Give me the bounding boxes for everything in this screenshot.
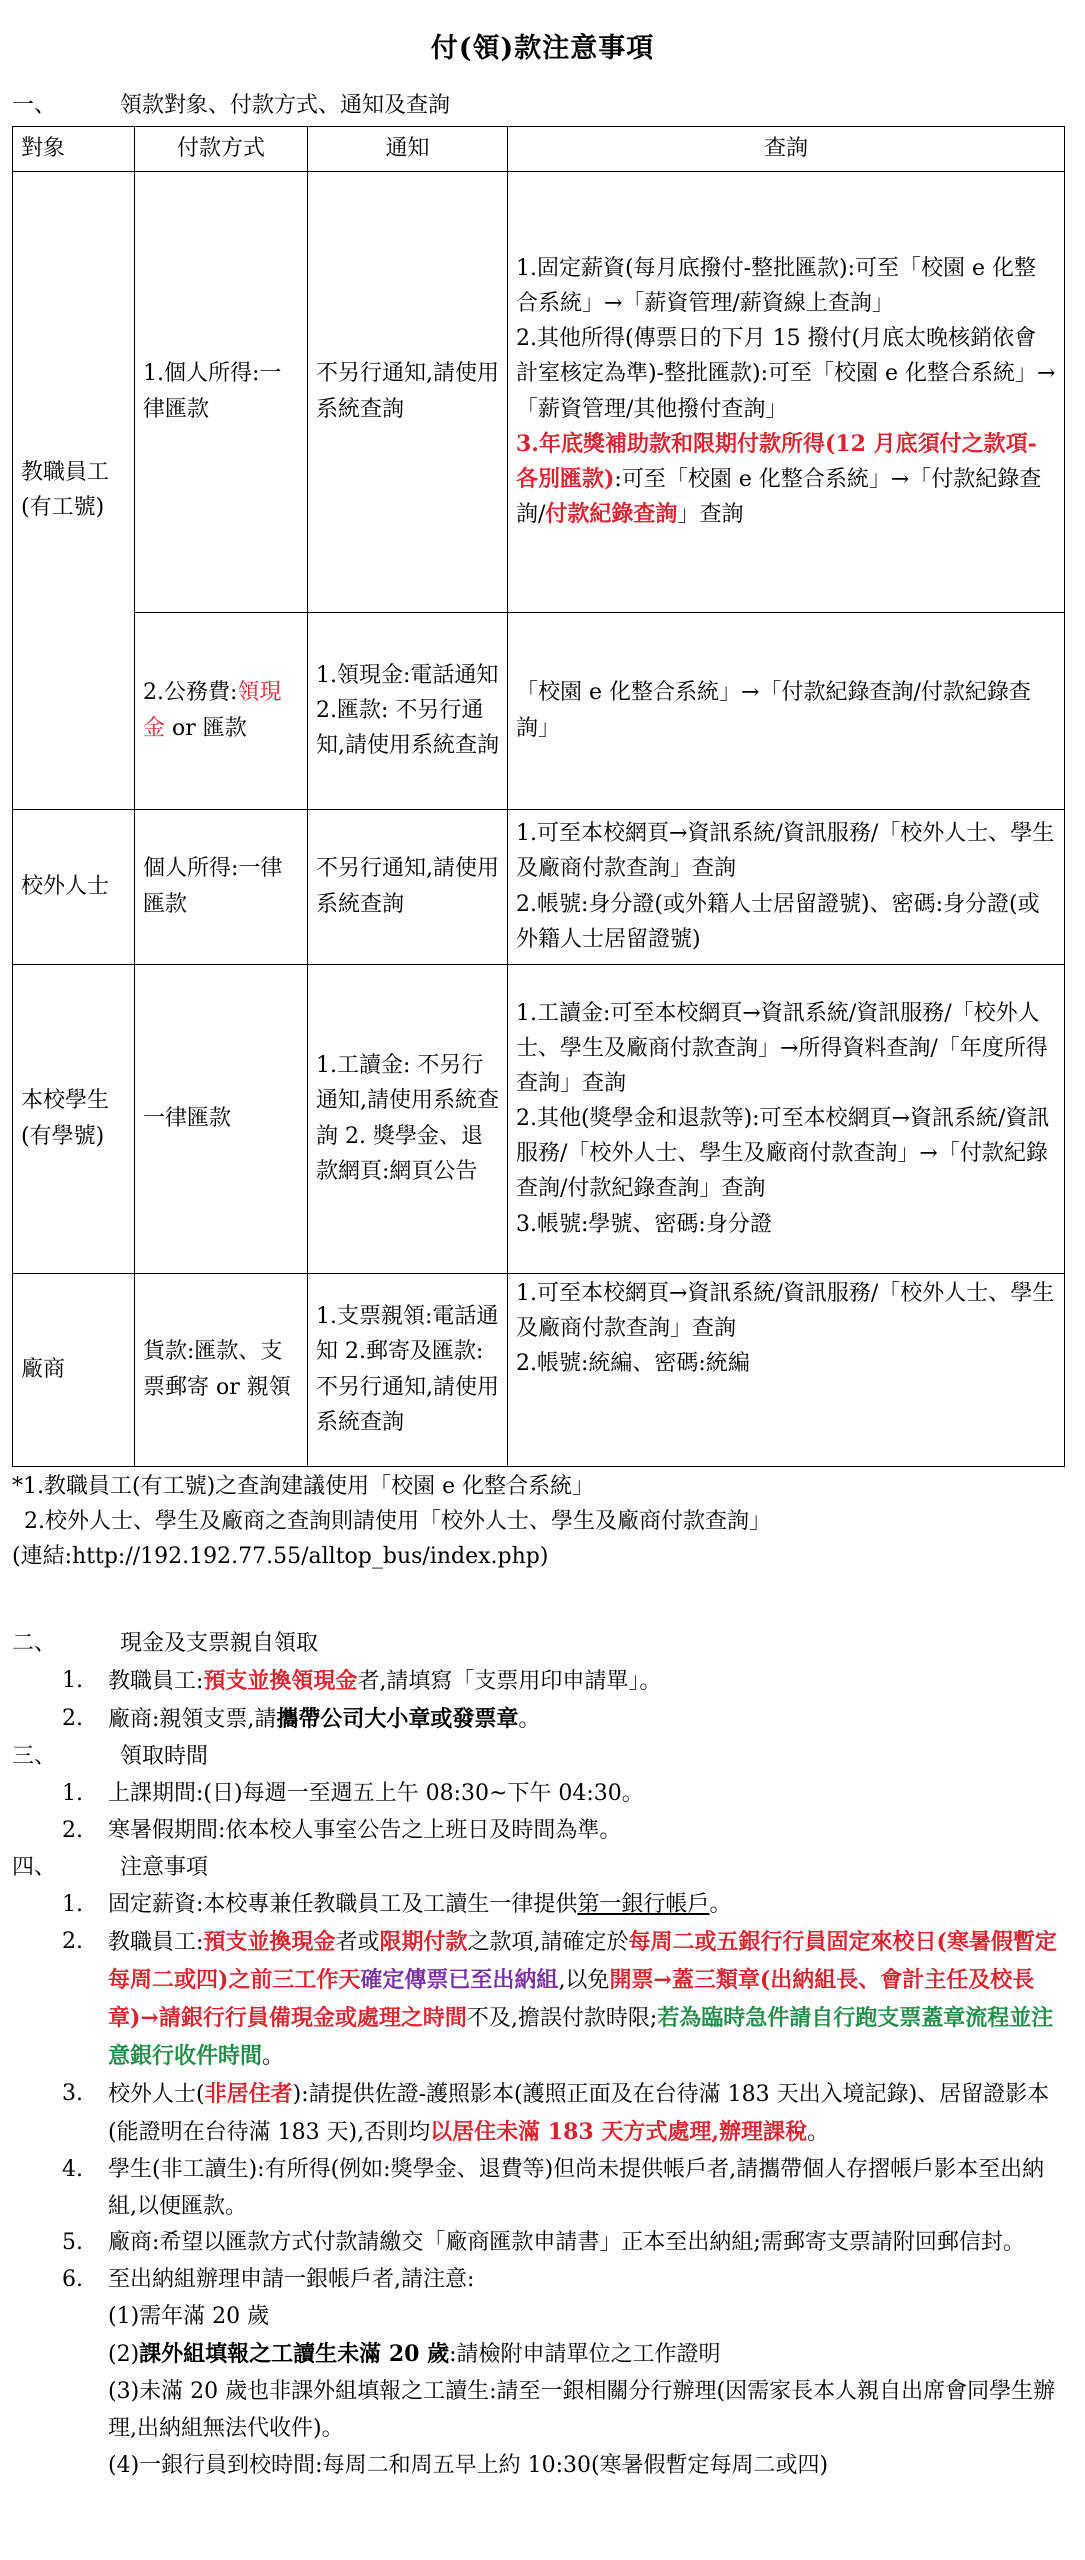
table-row-student [13,964,1065,1273]
cell-method-staff-public [135,612,308,809]
s4-item2-f: 每周二或五銀行行員固定來校日(寒暑假暫定每周二或四)之前三工作天 [108,1928,1057,1993]
s4-item3-b: 非居住者 [204,2080,293,2107]
query-outsider-1: 1.可至本校網頁→資訊系統/資訊服務/「校外人士、學生及廠商付款查詢」查詢 [516,821,1055,882]
section4-title: 注意事項 [120,1854,209,1880]
s4-item2-g: 確定傳票已至出納組 [360,1966,559,1993]
s4-item3-c: ):請提供佐證-護照影本(護照正面及在台待滿 183 天出入境記錄)、居留證影本(能證明在台待滿 183 天),否則均 [108,2081,1050,2145]
header-target: 對象 [13,127,135,171]
cell-method-staff-income: 1.個人所得:一律匯款 [135,171,308,612]
list-item: 1. 上課期間:(日)每週一至週五上午 08:30~下午 04:30。 [62,1776,1085,1813]
table-row-vendor [13,1273,1065,1466]
query-outsider-2: 2.帳號:身分證(或外籍人士居留證號)、密碼:身分證(或外籍人士居留證號) [516,891,1040,952]
cell-query-student [508,964,1065,1273]
s4-item3-e: 。 [807,2119,830,2145]
list-item: 6. 至出納組辦理申請一銀帳戶者,請注意: [62,2262,1085,2299]
s2-item2-bold: 攜帶公司大小章或發票章 [276,1706,519,1733]
query-year-end [516,427,1056,533]
target-staff-label: 教職員工 [21,459,110,485]
query-fixed-salary: 1.固定薪資(每月底撥付-整批匯款):可至「校園 e 化整合系統」→「薪資管理/薪資線上查詢」 [516,255,1037,317]
header-notice: 通知 [308,127,508,171]
table-row-staff-public [13,612,1065,809]
s3-item2: 寒暑假期間:依本校人事室公告之上班日及時間為準。 [108,1817,622,1843]
list-item: 1. 教職員工:預支並換領現金者,請填寫「支票用印申請單」。 [62,1668,662,1695]
s4-item2-b: 預支並換現金 [203,1928,336,1955]
target-staff-sub: (有工號) [21,495,105,521]
table-row-staff-income [13,171,1065,612]
section1-number: 一、 [12,93,57,119]
s4-sub2-pre: (2) [108,2342,140,2368]
cell-query-vendor [508,1273,1065,1466]
method-public-post: or 匯款 [165,715,247,741]
s4-item2-e: 之款項,請確定於 [467,1929,629,1955]
query-student-1: 1.工讀金:可至本校網頁→資訊系統/資訊服務/「校外人士、學生及廠商付款查詢」→所得資料查詢/「年度所得查詢」查詢 [516,1000,1048,1096]
cell-query-outsider [508,809,1065,964]
target-student-label: 本校學生 [21,1088,110,1114]
s4-sub2 [108,2336,1085,2374]
method-cash-highlight: 領現金 [143,680,282,741]
year-end-tail: 」查詢 [677,502,744,528]
target-student-sub: (有學號) [21,1123,105,1149]
list-item: 4. 學生(非工讀生):有所得(例如:獎學金、退費等)但尚未提供帳戶者,請攜帶個人存摺帳戶影本至出納組,以便匯款。 [62,2152,1085,2226]
s4-item5: 廠商:希望以匯款方式付款請繳交「廠商匯款申請書」正本至出納組;需郵寄支票請附回郵信封。 [108,2230,1025,2256]
s4-item1-pre: 固定薪資:本校專兼任教職員工及工讀生一律提供 [108,1891,578,1917]
s4-item1-underline: 第一銀行帳戶 [577,1891,710,1917]
section2-title: 現金及支票親自領取 [120,1631,319,1657]
s4-sub4: (4)一銀行員到校時間:每周二和周五早上約 10:30(寒暑假暫定每周二或四) [108,2453,829,2479]
year-end-path-highlight: 付款紀錄查詢 [545,501,678,528]
s4-item1-post: 。 [709,1891,732,1917]
s3-item1: 上課期間:(日)每週一至週五上午 08:30~下午 04:30。 [108,1781,644,1807]
section2-heading [12,1626,1085,1663]
section3-heading [12,1739,1085,1776]
cell-notice-student: 1.工讀金: 不另行通知,請使用系統查詢 2. 獎學金、退款網頁:網頁公告 [308,964,508,1273]
s4-item6: 至出納組辦理申請一銀帳戶者,請注意: [108,2267,475,2293]
method-public-pre: 2.公務費: [143,680,238,706]
s4-item2-a: 教職員工: [108,1929,204,1955]
list-item: 3. 校外人士(非居住者):請提供佐證-護照影本(護照正面及在台待滿 183 天出入境記錄)、居留證影本(能證明在台待滿 183 天),否則均以居住未滿 183 天方式處理,辦理課稅。 [62,2080,1050,2145]
section1-heading [12,89,1085,122]
table-row-outsider [13,809,1065,964]
s4-item3-a: 校外人士( [108,2081,205,2107]
s2-item2-post: 。 [518,1707,541,1733]
query-vendor-2: 2.帳號:統編、密碼:統編 [516,1351,750,1377]
s2-item1-post: 者,請填寫「支票用印申請單」。 [357,1669,662,1695]
cell-method-student: 一律匯款 [135,964,308,1273]
s4-item2-c: 者或 [335,1929,380,1955]
query-other-income: 2.其他所得(傳票日的下月 15 撥付(月底太晚核銷依會計室核定為準)-整批匯款):可至「校園 e 化整合系統」→「薪資管理/其他撥付查詢」 [516,326,1056,422]
cell-target-vendor: 廠商 [13,1273,135,1466]
cell-query-staff-public: 「校園 e 化整合系統」→「付款紀錄查詢/付款紀錄查詢」 [508,612,1065,809]
query-vendor-1: 1.可至本校網頁→資訊系統/資訊服務/「校外人士、學生及廠商付款查詢」查詢 [516,1280,1055,1341]
s4-sub3: (3)未滿 20 歲也非課外組填報之工讀生:請至一銀相關分行辦理(因需家長本人親自出席會同學生辦理,出納組無法代收件)。 [108,2379,1056,2442]
cell-notice-outsider: 不另行通知,請使用系統查詢 [308,809,508,964]
list-item: 2. 教職員工:預支並換現金者或限期付款之款項,請確定於每周二或五銀行行員固定來校日(寒暑假暫定每周二或四)之前三工作天確定傳票已至出納組,以免開票→蓋三類章(出納組長、會計主任及校長章)→請銀行行員備現金或處理之時間不及,擔誤付款時限;若為臨時急件請自行跑支票蓋章流程並注意銀行收件時間。 [62,1928,1057,2069]
section3-number: 三、 [12,1744,57,1770]
cell-target-student [13,964,135,1273]
s4-item2-k: 若為臨時急件請自行跑支票蓋章流程並注意銀行收件時間 [108,2004,1054,2069]
query-student-2: 2.其他(獎學金和退款等):可至本校網頁→資訊系統/資訊服務/「校外人士、學生及廠商付款查詢」→「付款紀錄查詢/付款紀錄查詢」查詢 [516,1106,1050,1202]
cell-notice-staff-public: 1.領現金:電話通知 2.匯款: 不另行通知,請使用系統查詢 [308,612,508,809]
year-end-path: :可至「校園 e 化整合系統」→「付款紀錄查詢/ [516,467,1042,528]
table-notes [12,1469,1085,1575]
list-item: 5. 廠商:希望以匯款方式付款請繳交「廠商匯款申請書」正本至出納組;需郵寄支票請附回郵信封。 [62,2225,1085,2262]
s2-item1-highlight: 預支並換領現金 [203,1668,358,1695]
note-2: 2.校外人士、學生及廠商之查詢則請使用「校外人士、學生及廠商付款查詢」 [24,1508,771,1534]
section4-heading [12,1850,1085,1887]
list-item: 2. 廠商:親領支票,請攜帶公司大小章或發票章。 [62,1706,541,1733]
cell-notice-staff-income: 不另行通知,請使用系統查詢 [308,171,508,612]
cell-method-vendor: 貨款:匯款、支票郵寄 or 親領 [135,1273,308,1466]
cell-method-outsider: 個人所得:一律匯款 [135,809,308,964]
s4-item2-i: 開票→蓋三類章(出納組長、會計主任及校長章)→請銀行行員備現金或處理之時間 [108,1966,1035,2031]
header-query: 查詢 [508,127,1065,171]
s4-item2-l: 。 [262,2043,285,2069]
list-item: 2. 寒暑假期間:依本校人事室公告之上班日及時間為準。 [62,1813,1085,1850]
s2-item2-pre: 廠商:親領支票,請 [108,1707,277,1733]
s2-item1-pre: 教職員工: [108,1669,204,1695]
section4-number: 四、 [12,1854,57,1880]
s4-item4: 學生(非工讀生):有所得(例如:獎學金、退費等)但尚未提供帳戶者,請攜帶個人存摺帳戶影本至出納組,以便匯款。 [108,2156,1045,2219]
section3-title: 領取時間 [120,1744,209,1770]
cell-target-staff [13,171,135,809]
page-title: 付(領)款注意事項 [430,33,655,64]
s4-item3-d: 以居住未滿 183 天方式處理,辦理課稅 [430,2118,808,2145]
s4-item2-j: 不及,擔誤付款時限; [466,2005,658,2031]
section1-title: 領款對象、付款方式、通知及查詢 [120,93,451,119]
note-link: (連結:http://192.192.77.55/alltop_bus/index.php) [12,1544,549,1570]
s4-item2-d: 限期付款 [379,1928,468,1955]
section2-number: 二、 [12,1631,57,1657]
s4-sub2-bold: 課外組填報之工讀生未滿 20 歲 [139,2341,450,2368]
cell-target-outsider: 校外人士 [13,809,135,964]
table-header-row [13,127,1065,171]
note-1: *1.教職員工(有工號)之查詢建議使用「校園 e 化整合系統」 [12,1473,595,1499]
s4-sub2-post: :請檢附申請單位之工作證明 [449,2342,721,2368]
s4-item2-h: ,以免 [558,1967,610,1993]
query-student-3: 3.帳號:學號、密碼:身分證 [516,1211,772,1237]
s4-sub1: (1)需年滿 20 歲 [108,2304,270,2330]
year-end-highlight: 3.年底獎補助款和限期付款所得(12 月底須付之款項-各別匯款) [516,430,1037,493]
payment-info-table [12,126,1065,1466]
header-method: 付款方式 [135,127,308,171]
section2 [12,1626,1085,2485]
cell-query-staff-income [508,171,1065,612]
list-item: 1. 固定薪資:本校專兼任教職員工及工讀生一律提供第一銀行帳戶。 [62,1891,732,1917]
cell-notice-vendor: 1.支票親領:電話通知 2.郵寄及匯款: 不另行通知,請使用系統查詢 [308,1273,508,1466]
